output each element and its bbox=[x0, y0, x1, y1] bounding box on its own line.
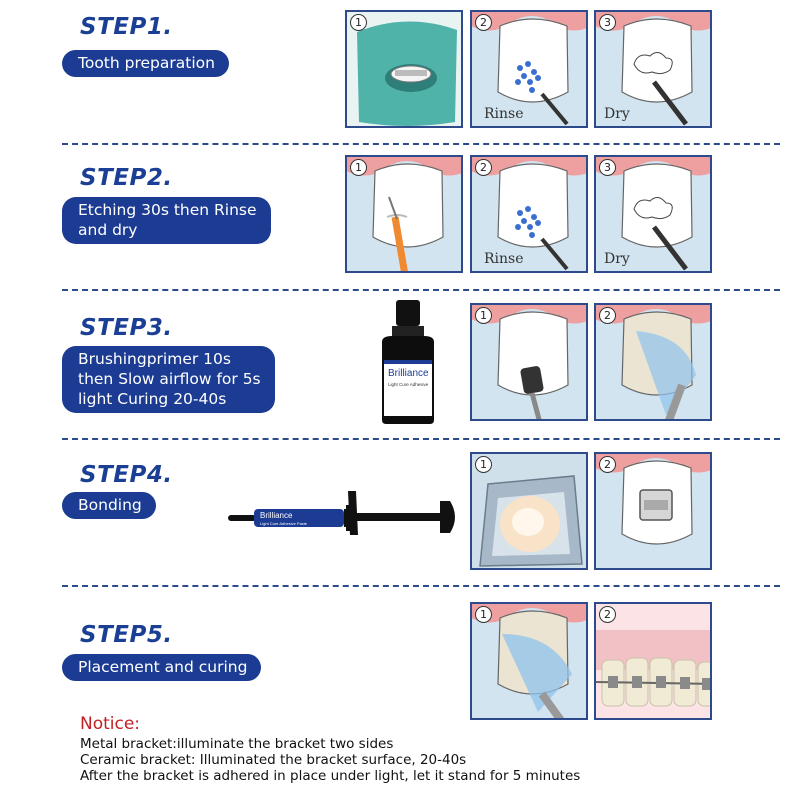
bottle-sub-label: Light Cure Adhesive bbox=[388, 382, 429, 387]
step-5-description-line: Placement and curing bbox=[78, 658, 248, 676]
step-1-panel-3 bbox=[594, 10, 712, 128]
step-3-description-line: Brushingprimer 10s bbox=[78, 350, 231, 368]
step-number-badge: 2 bbox=[599, 606, 616, 623]
step-1-description-line: Tooth preparation bbox=[78, 54, 215, 72]
step-3-description bbox=[62, 346, 275, 413]
divider bbox=[62, 289, 780, 291]
step-2-description-line: and dry bbox=[78, 221, 138, 239]
step-number-badge: 2 bbox=[475, 14, 492, 31]
notice-line: After the bracket is adhered in place under light, let it stand for 5 minutes bbox=[80, 768, 581, 784]
step-2-description bbox=[62, 197, 271, 244]
step-2-panel-2 bbox=[470, 155, 588, 273]
step-3-description-line: light Curing 20-40s bbox=[78, 390, 227, 408]
divider bbox=[62, 143, 780, 145]
step-number-badge: 2 bbox=[475, 159, 492, 176]
step-4-panel-1 bbox=[470, 452, 588, 570]
step-2-panel-3 bbox=[594, 155, 712, 273]
step-1-description bbox=[62, 50, 229, 77]
step-number-badge: 1 bbox=[475, 606, 492, 623]
bracket-paste-illustration bbox=[472, 454, 588, 570]
step-number-badge: 2 bbox=[599, 307, 616, 324]
notice-section bbox=[80, 714, 580, 784]
divider bbox=[62, 438, 780, 440]
placement-curing-illustration bbox=[472, 604, 588, 720]
syringe-brand-label: Brilliance bbox=[260, 511, 293, 520]
notice-line: Metal bracket:illuminate the bracket two sides bbox=[80, 736, 394, 752]
panel-caption: Dry bbox=[604, 106, 630, 122]
panel-caption: Rinse bbox=[484, 106, 524, 122]
step-5-description bbox=[62, 654, 261, 681]
step-3-title: STEP3. bbox=[80, 315, 173, 341]
step-1-panel-2 bbox=[470, 10, 588, 128]
step-number-badge: 3 bbox=[599, 14, 616, 31]
step-5-panel-1 bbox=[470, 602, 588, 720]
step-4-description-line: Bonding bbox=[78, 496, 142, 514]
step-5-panel-2 bbox=[594, 602, 712, 720]
step-1-panel-1 bbox=[345, 10, 463, 128]
panel-caption: Dry bbox=[604, 251, 630, 267]
step-2-panel-1 bbox=[345, 155, 463, 273]
step-3-panel-2 bbox=[594, 303, 712, 421]
step-4-description bbox=[62, 492, 156, 519]
syringe-sub-label: Light Cure Adhesive Paste bbox=[260, 521, 308, 526]
step-number-badge: 1 bbox=[475, 307, 492, 324]
divider bbox=[62, 585, 780, 587]
rubber-dam-illustration bbox=[347, 12, 463, 128]
step-2-title: STEP2. bbox=[80, 165, 173, 191]
step-number-badge: 1 bbox=[350, 14, 367, 31]
light-curing-illustration bbox=[596, 305, 712, 421]
primer-bottle-image bbox=[372, 300, 444, 425]
notice-line: Ceramic bracket: Illuminated the bracket surface, 20-40s bbox=[80, 752, 467, 768]
bracket-on-tooth-illustration bbox=[596, 454, 712, 570]
step-number-badge: 1 bbox=[475, 456, 492, 473]
step-4-panel-2 bbox=[594, 452, 712, 570]
etching-syringe-illustration bbox=[347, 157, 463, 273]
step-5-title: STEP5. bbox=[80, 622, 173, 648]
step-1-title: STEP1. bbox=[80, 14, 173, 40]
primer-brush-illustration bbox=[472, 305, 588, 421]
notice-title: Notice: bbox=[80, 714, 141, 734]
bottle-brand-label: Brilliance bbox=[388, 368, 429, 379]
step-number-badge: 1 bbox=[350, 159, 367, 176]
braces-teeth-photo bbox=[596, 604, 712, 720]
step-4-title: STEP4. bbox=[80, 462, 173, 488]
step-3-description-line: then Slow airflow for 5s bbox=[78, 370, 261, 388]
adhesive-syringe-image bbox=[228, 487, 464, 539]
panel-caption: Rinse bbox=[484, 251, 524, 267]
step-number-badge: 2 bbox=[599, 456, 616, 473]
step-number-badge: 3 bbox=[599, 159, 616, 176]
step-2-description-line: Etching 30s then Rinse bbox=[78, 201, 257, 219]
step-3-panel-1 bbox=[470, 303, 588, 421]
